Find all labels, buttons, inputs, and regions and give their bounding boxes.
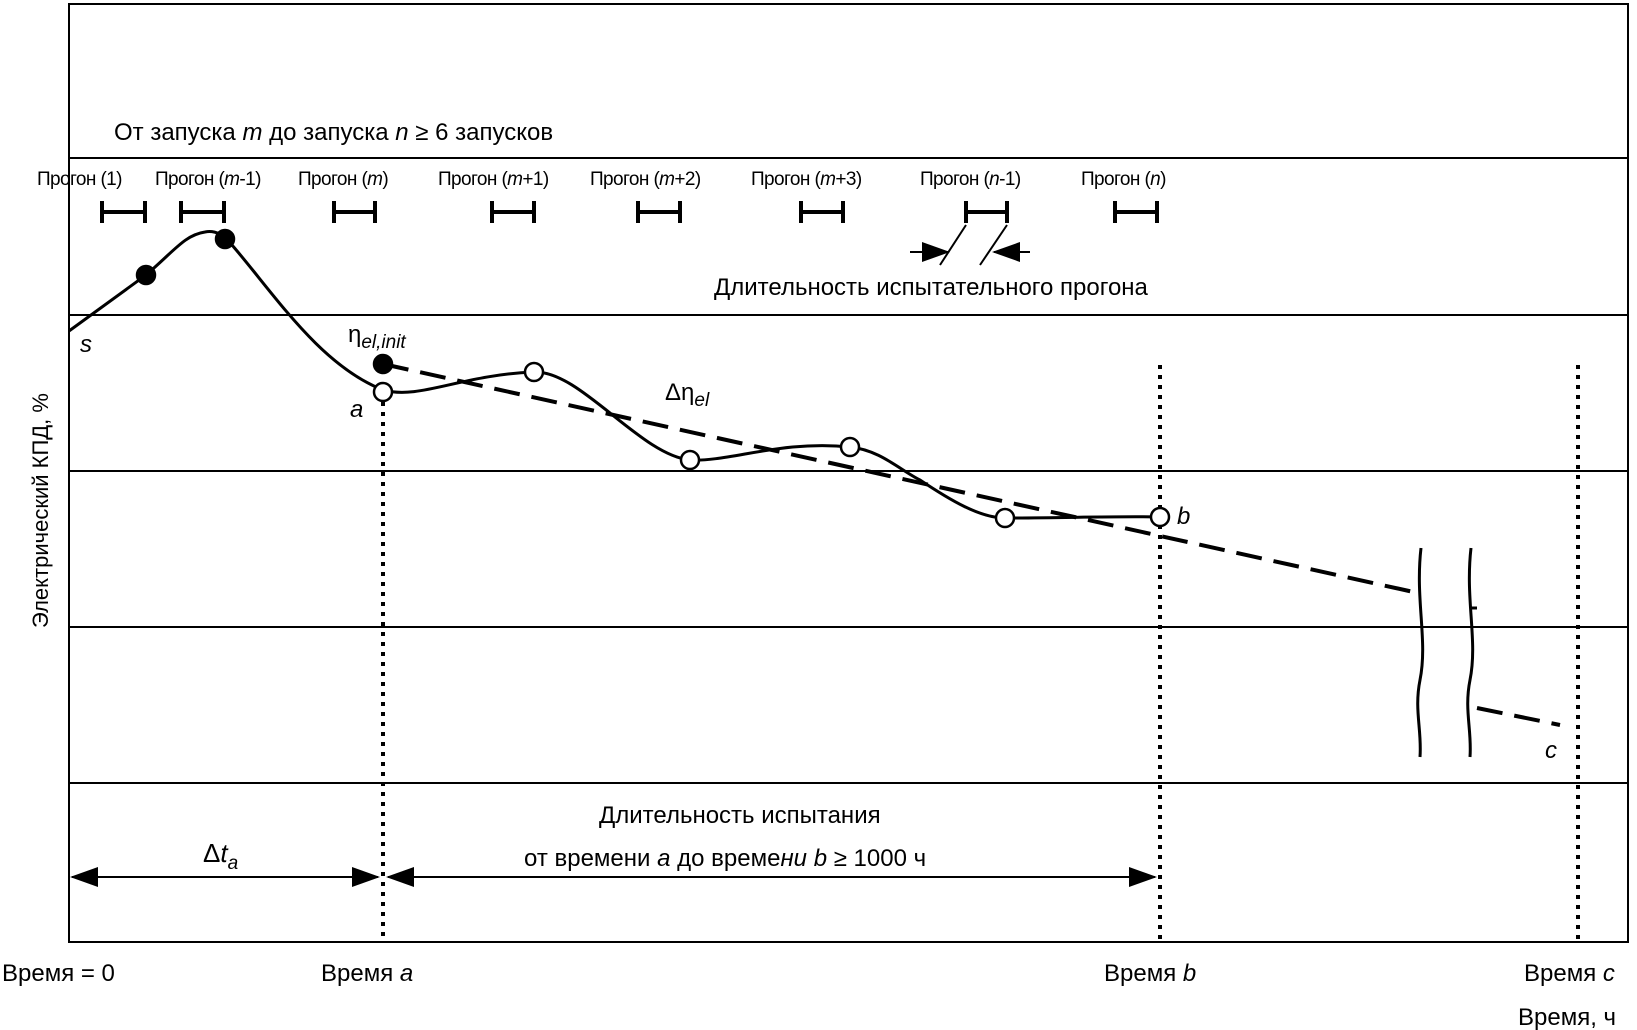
run-label: Прогон (1) [37, 169, 122, 190]
label-delta-eta: $\Delta\eta_{el}$ [665, 379, 710, 411]
label-c: c [1545, 737, 1557, 764]
label-eta-init: $\eta_{el,init}$ [348, 321, 406, 353]
x-axis-label: Время, ч [1518, 1004, 1617, 1030]
run-label: Прогон (m+1) [438, 169, 549, 190]
trend-line-continued [1477, 708, 1560, 725]
time-0-label: Время = 0 [2, 960, 115, 987]
run-label: Прогон (m) [298, 169, 389, 190]
run-labels [37, 169, 1166, 190]
test-duration-line2: от времени a до времени b ≥ 1000 ч [524, 845, 927, 872]
run-label: Прогон (m+2) [590, 169, 701, 190]
time-b-label: Время b [1104, 960, 1197, 987]
run-label: Прогон (n-1) [920, 169, 1021, 190]
label-a: a [350, 396, 364, 423]
run-label: Прогон (m-1) [155, 169, 261, 190]
point-open [841, 438, 859, 456]
run-label: Прогон (n) [1081, 169, 1166, 190]
point-filled [216, 230, 234, 248]
run-bar [638, 201, 680, 223]
point-filled [137, 266, 155, 284]
point-open [374, 383, 392, 401]
run-duration-marker [910, 225, 1030, 265]
point-open [525, 363, 543, 381]
time-c-label: Время c [1524, 960, 1615, 987]
point-open [1151, 508, 1169, 526]
run-bars [102, 201, 1157, 223]
run-range-label: От запуска m до запуска n ≥ 6 запусков [114, 119, 554, 146]
run-label: Прогон (m+3) [751, 169, 862, 190]
run-bar [1115, 201, 1157, 223]
label-s: s [80, 331, 92, 358]
delta-t-label: $\Delta t_a$ [203, 838, 239, 874]
point-open [996, 509, 1014, 527]
time-a-label: Время a [321, 960, 414, 987]
run-duration-label: Длительность испытательного прогона [714, 274, 1148, 301]
run-bar [334, 201, 375, 223]
point-filled [374, 355, 392, 373]
axis-break [1418, 548, 1477, 757]
run-bar [102, 201, 145, 223]
label-b: b [1177, 503, 1191, 530]
trend-line [383, 364, 1418, 593]
run-bar [801, 201, 843, 223]
run-bar [492, 201, 534, 223]
y-axis-label: Электрический КПД, % [28, 393, 53, 628]
point-open [681, 451, 699, 469]
run-bar [966, 201, 1007, 223]
test-duration-line1: Длительность испытания [599, 802, 881, 829]
run-bar [181, 201, 224, 223]
